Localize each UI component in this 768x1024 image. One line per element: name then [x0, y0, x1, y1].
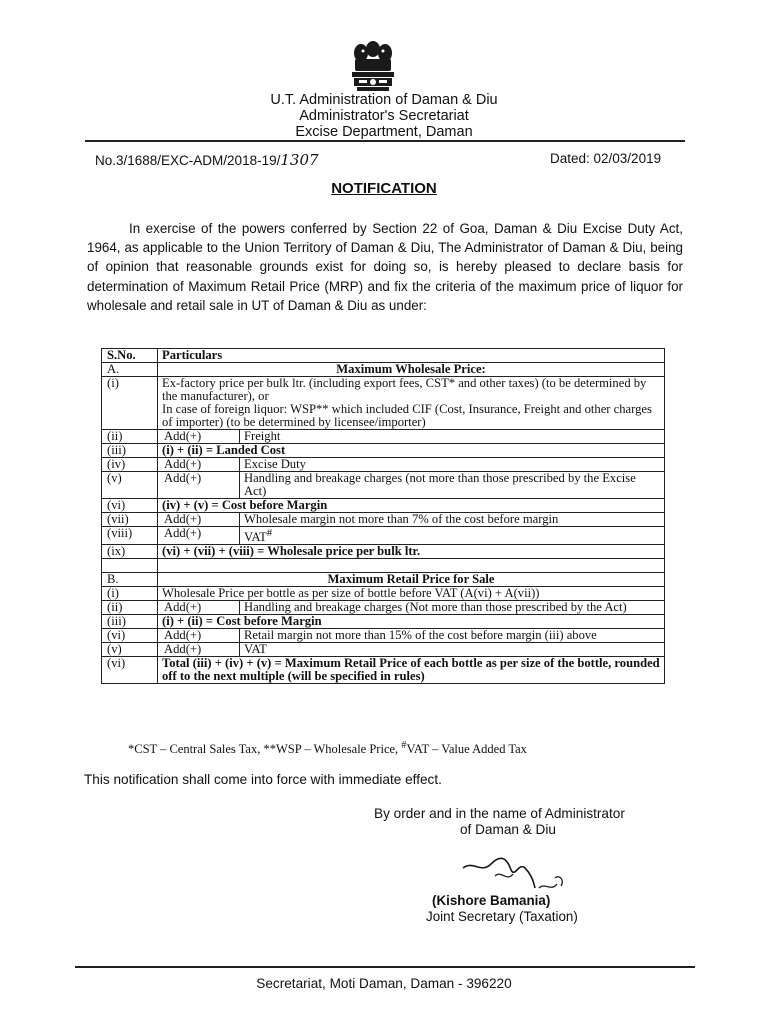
row-operator: Add(+)	[158, 601, 240, 615]
table-row	[102, 643, 665, 657]
header-rule	[85, 140, 685, 142]
notification-title: NOTIFICATION	[331, 180, 437, 197]
row-text: Wholesale margin not more than 7% of the cost before margin	[240, 513, 665, 527]
row-text: Handling and breakage charges (Not more than those prescribed by the Act)	[240, 601, 665, 615]
row-text	[240, 527, 665, 545]
row-text: Total (iii) + (iv) + (v) = Maximum Retail Price of each bottle as per size of the bottle, rounded off to the next multiple (will be specified in rules)	[158, 657, 665, 684]
row-text: Excise Duty	[240, 458, 665, 472]
body-text: In exercise of the powers conferred by Section 22 of Goa, Daman & Diu Excise Duty Act, 1964, as applicable to the Union Territory of Daman & Diu, The Administrator of Daman & Diu, being of opinion that reasonable grounds exist for doing so, is hereby pleased to declare basis for determination of Maximum Retail Price (MRP) and fix the criteria of the maximum price of liquor for wholesale and retail sale in UT of Daman & Diu as under:	[87, 221, 683, 313]
table-row	[102, 527, 665, 545]
row-number: (i)	[102, 587, 158, 601]
row-number: (vi)	[102, 499, 158, 513]
table-row	[102, 587, 665, 601]
row-number: (v)	[102, 472, 158, 499]
header-department: Excise Department, Daman	[295, 124, 473, 140]
footnote-mark: #	[401, 740, 407, 751]
signatory-name: (Kishore Bamania)	[432, 893, 551, 908]
row-operator: Add(+)	[158, 527, 240, 545]
row-text-line: In case of foreign liquor: WSP** which included CIF (Cost, Insurance, Freight and other charges of importer) (to be determined by licensee/importer)	[162, 402, 652, 429]
header-secretariat: Administrator's Secretariat	[299, 108, 469, 124]
footnote-text-a: *CST – Central Sales Tax, **WSP – Wholesale Price,	[128, 742, 402, 757]
reference-number	[95, 151, 319, 169]
row-number: (iii)	[102, 444, 158, 458]
table-row	[102, 601, 665, 615]
row-operator: Add(+)	[158, 430, 240, 444]
row-operator: Add(+)	[158, 643, 240, 657]
signatory-designation: Joint Secretary (Taxation)	[426, 909, 578, 924]
notification-body	[87, 219, 683, 315]
row-text	[158, 377, 665, 430]
spacer-cell	[102, 559, 158, 573]
table-row	[102, 657, 665, 684]
spacer-cell	[158, 559, 665, 573]
reference-number-text: No.3/1688/EXC-ADM/2018-19/	[95, 153, 281, 168]
header-administration: U.T. Administration of Daman & Diu	[270, 92, 498, 108]
section-a-title: Maximum Wholesale Price:	[158, 363, 665, 377]
row-text: Freight	[240, 430, 665, 444]
table-row	[102, 472, 665, 499]
table-footnote	[128, 740, 527, 757]
table-header-row	[102, 349, 665, 363]
notification-date: Dated: 02/03/2019	[550, 151, 662, 166]
table-row	[102, 444, 665, 458]
row-number: (v)	[102, 643, 158, 657]
header-particulars: Particulars	[158, 349, 665, 363]
vat-label: VAT	[244, 530, 267, 545]
row-text: Handling and breakage charges (not more than those prescribed by the Excise Act)	[240, 472, 665, 499]
reference-handwritten-number: 1307	[280, 151, 319, 169]
price-criteria-table	[101, 348, 665, 684]
row-text-line: Ex-factory price per bulk ltr. (including export fees, CST* and other taxes) (to be determined by the manufacturer), or	[162, 376, 647, 403]
table-row	[102, 615, 665, 629]
row-number: (ix)	[102, 545, 158, 559]
footer-rule	[75, 966, 695, 968]
row-number: (viii)	[102, 527, 158, 545]
row-number: (vii)	[102, 513, 158, 527]
header-sno: S.No.	[102, 349, 158, 363]
row-text: (i) + (ii) = Cost before Margin	[158, 615, 665, 629]
vat-footnote-mark: #	[266, 528, 273, 539]
row-number: (vi)	[102, 657, 158, 684]
table-row	[102, 629, 665, 643]
row-text: (iv) + (v) = Cost before Margin	[158, 499, 665, 513]
order-line-2: of Daman & Diu	[460, 822, 556, 837]
table-row	[102, 458, 665, 472]
order-line-1: By order and in the name of Administrator	[374, 806, 625, 821]
footnote-text-b: VAT – Value Added Tax	[406, 742, 527, 757]
row-number: (vi)	[102, 629, 158, 643]
row-number: (ii)	[102, 601, 158, 615]
table-row	[102, 430, 665, 444]
row-number: (iv)	[102, 458, 158, 472]
table-row	[102, 545, 665, 559]
section-a-id: A.	[102, 363, 158, 377]
effect-statement: This notification shall come into force with immediate effect.	[84, 772, 442, 787]
table-row	[102, 499, 665, 513]
row-text: VAT	[240, 643, 665, 657]
section-b-title: Maximum Retail Price for Sale	[158, 573, 665, 587]
section-b-row	[102, 573, 665, 587]
section-b-id: B.	[102, 573, 158, 587]
row-text: Wholesale Price per bottle as per size of bottle before VAT (A(vi) + A(vii))	[158, 587, 665, 601]
row-number: (iii)	[102, 615, 158, 629]
row-number: (i)	[102, 377, 158, 430]
row-text: (i) + (ii) = Landed Cost	[158, 444, 665, 458]
table-row	[102, 513, 665, 527]
row-operator: Add(+)	[158, 472, 240, 499]
row-operator: Add(+)	[158, 629, 240, 643]
table-row	[102, 377, 665, 430]
row-text: (vi) + (vii) + (viii) = Wholesale price per bulk ltr.	[158, 545, 665, 559]
row-operator: Add(+)	[158, 458, 240, 472]
row-number: (ii)	[102, 430, 158, 444]
footer-address: Secretariat, Moti Daman, Daman - 396220	[256, 976, 512, 991]
state-emblem	[343, 37, 403, 97]
row-text: Retail margin not more than 15% of the cost before margin (iii) above	[240, 629, 665, 643]
row-operator: Add(+)	[158, 513, 240, 527]
table-spacer-row	[102, 559, 665, 573]
section-a-row	[102, 363, 665, 377]
